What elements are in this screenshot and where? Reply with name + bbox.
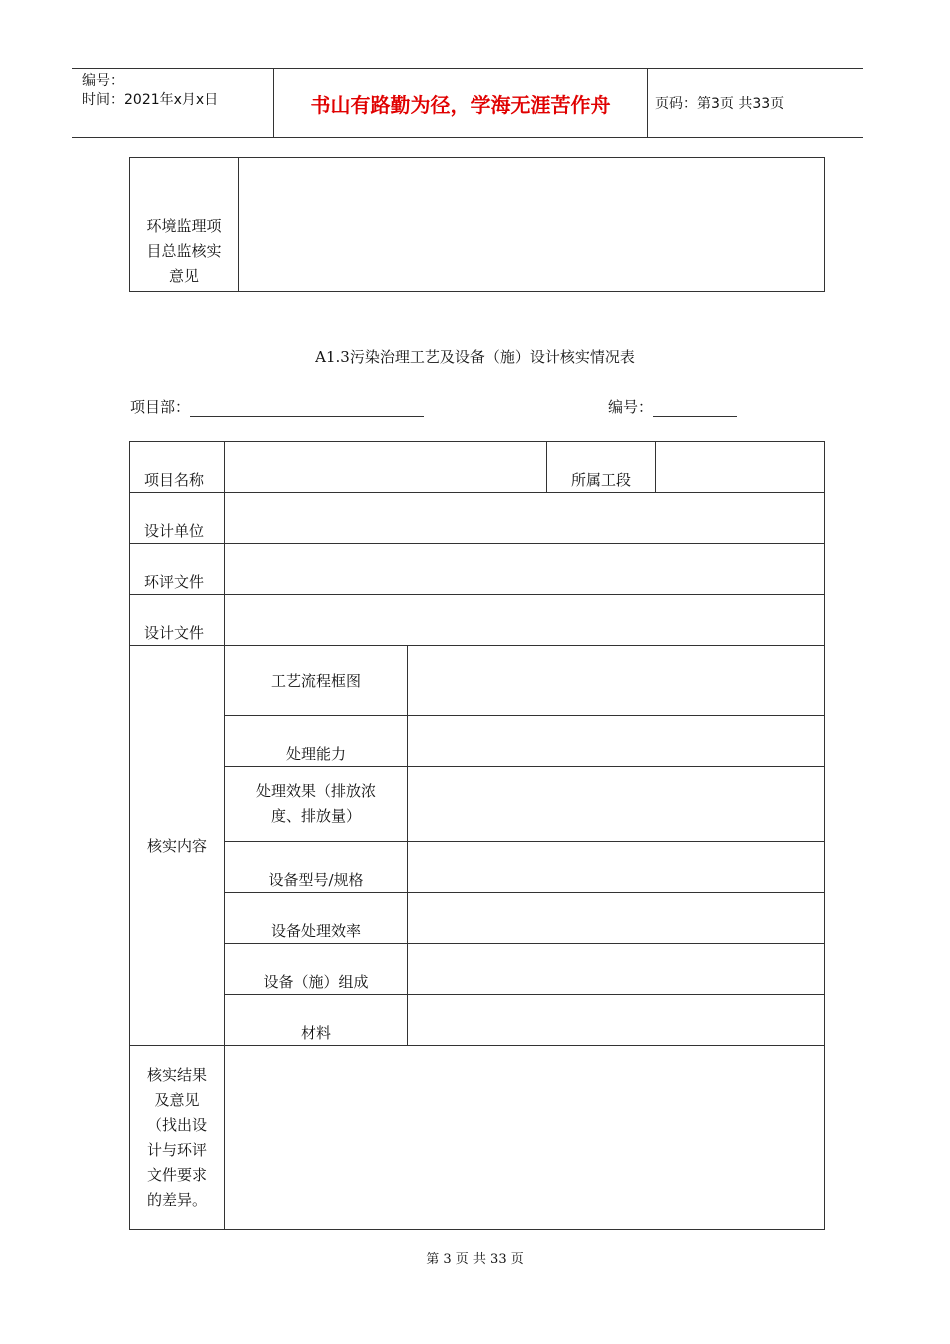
effect-field[interactable] — [408, 767, 825, 842]
effect-label — [225, 767, 408, 842]
result-line2: 及意见 — [154, 1090, 200, 1109]
effect-label-line2: 度、排放量） — [270, 807, 361, 825]
page-footer: 第 3 页 共 33 页 — [426, 1252, 524, 1267]
composition-field[interactable] — [408, 944, 825, 995]
efficiency-label: 设备处理效率 — [225, 893, 408, 944]
section-field[interactable] — [656, 442, 825, 493]
result-line3: （找出设 — [146, 1115, 207, 1134]
effect-label-line1: 处理效果（排放浓 — [255, 782, 376, 800]
model-spec-label: 设备型号/规格 — [225, 842, 408, 893]
supervisor-opinion-line1: 环境监理项 — [146, 217, 222, 235]
result-line1: 核实结果 — [146, 1065, 207, 1084]
design-doc-field[interactable] — [225, 595, 825, 646]
project-dept-blank[interactable] — [190, 399, 424, 417]
capacity-field[interactable] — [408, 716, 825, 767]
material-label: 材料 — [225, 995, 408, 1046]
header-meta — [72, 69, 274, 137]
supervisor-opinion-table — [129, 157, 825, 292]
form-title: A1.3污染治理工艺及设备（施）设计核实情况表 — [315, 348, 635, 366]
efficiency-field[interactable] — [408, 893, 825, 944]
design-doc-label: 设计文件 — [130, 595, 225, 646]
form-number-field — [608, 396, 737, 417]
header-motto: 书山有路勤为径，学海无涯苦作舟 — [274, 69, 648, 137]
section-label: 所属工段 — [547, 442, 656, 493]
capacity-label: 处理能力 — [225, 716, 408, 767]
header-time: 时间：2021年x月x日 — [82, 92, 219, 108]
supervisor-opinion-field[interactable] — [239, 158, 825, 292]
model-spec-field[interactable] — [408, 842, 825, 893]
material-field[interactable] — [408, 995, 825, 1046]
result-line6: 的差异。 — [146, 1190, 207, 1209]
form-number-label: 编号： — [608, 398, 654, 416]
form-number-blank[interactable] — [653, 399, 737, 417]
design-unit-label: 设计单位 — [130, 493, 225, 544]
eia-doc-field[interactable] — [225, 544, 825, 595]
result-line5: 文件要求 — [146, 1165, 207, 1184]
project-dept-field — [130, 396, 424, 417]
design-unit-field[interactable] — [225, 493, 825, 544]
page-header — [72, 68, 863, 138]
process-flow-label: 工艺流程框图 — [225, 646, 408, 716]
composition-label: 设备（施）组成 — [225, 944, 408, 995]
eia-doc-label: 环评文件 — [130, 544, 225, 595]
design-verification-table — [129, 441, 825, 1230]
result-label — [130, 1046, 225, 1230]
project-name-label: 项目名称 — [130, 442, 225, 493]
header-number-label: 编号： — [82, 73, 124, 89]
result-field[interactable] — [225, 1046, 825, 1230]
project-dept-label: 项目部： — [130, 398, 191, 416]
supervisor-opinion-label — [130, 158, 239, 292]
result-line4: 计与环评 — [146, 1140, 207, 1159]
header-page-info: 页码：第3页 共33页 — [655, 96, 785, 112]
supervisor-opinion-line3: 意见 — [168, 267, 199, 285]
project-name-field[interactable] — [225, 442, 547, 493]
supervisor-opinion-line2: 目总监核实 — [146, 242, 222, 260]
process-flow-field[interactable] — [408, 646, 825, 716]
verify-content-label: 核实内容 — [130, 646, 225, 1046]
